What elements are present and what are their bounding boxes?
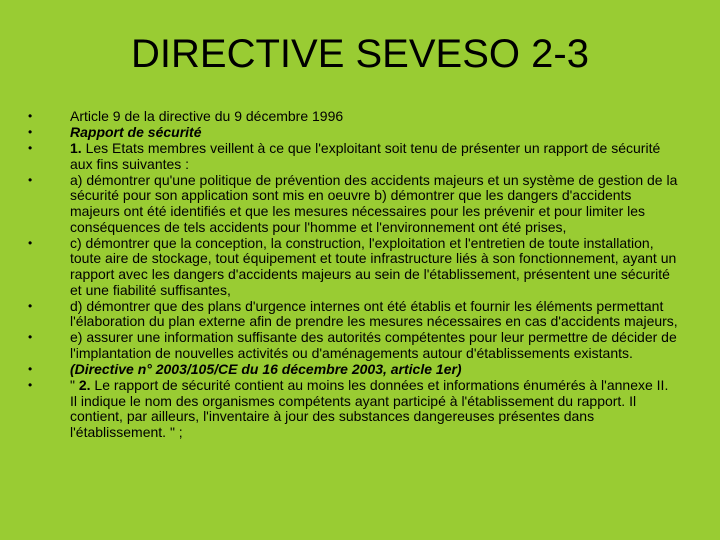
list-item-point-d	[28, 299, 678, 330]
list-item-directive-ref	[28, 362, 678, 378]
directive-reference: (Directive n° 2003/105/CE du 16 décembre 2003, article 1er)	[70, 361, 462, 377]
point-d-text: d) démontrer que des plans d'urgence internes ont été établis et fournir les éléments permettant l'élaboration du plan externe afin de prendre les mesures nécessaires en cas d'accidents majeurs,	[70, 297, 678, 330]
bullet-icon: •	[28, 109, 33, 123]
list-item-point-a	[28, 173, 678, 235]
list-item-rapport	[28, 125, 678, 141]
bullet-icon: •	[28, 362, 33, 376]
paragraph-number: 1.	[70, 140, 82, 157]
article-heading: Article 9 de la directive du 9 décembre 1996	[70, 108, 344, 124]
list-item-point-e	[28, 330, 678, 361]
opening-quote: "	[70, 377, 79, 394]
bullet-icon: •	[28, 378, 33, 393]
paragraph-text: Les Etats membres veillent à ce que l'exploitant soit tenu de présenter un rapport de sécurité aux fins suivantes :	[70, 140, 661, 172]
list-item-paragraph-1	[28, 141, 678, 172]
point-e-text: e) assurer une information suffisante des autorités compétentes pour leur permettre de décider de l'implantation de nouvelles activités ou d'aménagements autour d'établissements existants.	[70, 329, 677, 361]
slide-title: DIRECTIVE SEVESO 2-3	[131, 32, 589, 76]
point-c-text: c) démontrer que la conception, la construction, l'exploitation et l'entretien de toute installation, toute aire de stockage, tout équipement et toute infrastructure liés à son fonctionnement, ayant un rapport avec les dangers d'accidents majeurs au sein de l'établissement, présentent une sécurité et une fiabilité suffisantes,	[70, 234, 677, 298]
bullet-icon: •	[28, 235, 33, 250]
bullet-icon: •	[28, 298, 33, 313]
list-item-paragraph-2	[28, 378, 678, 440]
section-subtitle: Rapport de sécurité	[70, 124, 202, 141]
list-item-point-c	[28, 236, 678, 298]
bullet-icon: •	[28, 125, 33, 140]
bullet-list	[28, 109, 678, 441]
bullet-icon: •	[28, 330, 33, 345]
list-item-article-9	[28, 109, 678, 125]
paragraph-number: 2.	[78, 377, 91, 394]
paragraph-text: Le rapport de sécurité contient au moins les données et informations énumérés à l'annexe II. Il indique le nom des organismes compétents ayant participé à l'établissement du rapport. Il contient, par ailleurs, l'inventaire à jour des substances dangereuses présentes dans l'établissement. " ;	[70, 377, 669, 440]
bullet-icon: •	[28, 172, 33, 187]
bullet-icon: •	[28, 141, 33, 156]
point-a-text: a) démontrer qu'une politique de prévention des accidents majeurs et un système de gestion de la sécurité pour son application sont mis en oeuvre b) démontrer que les dangers d'accidents majeurs ont été identifiés et que les mesures nécessaires pour les prévenir et pour limiter les conséquences de tels accidents pour l'homme et l'environnement ont été prises,	[70, 171, 678, 235]
